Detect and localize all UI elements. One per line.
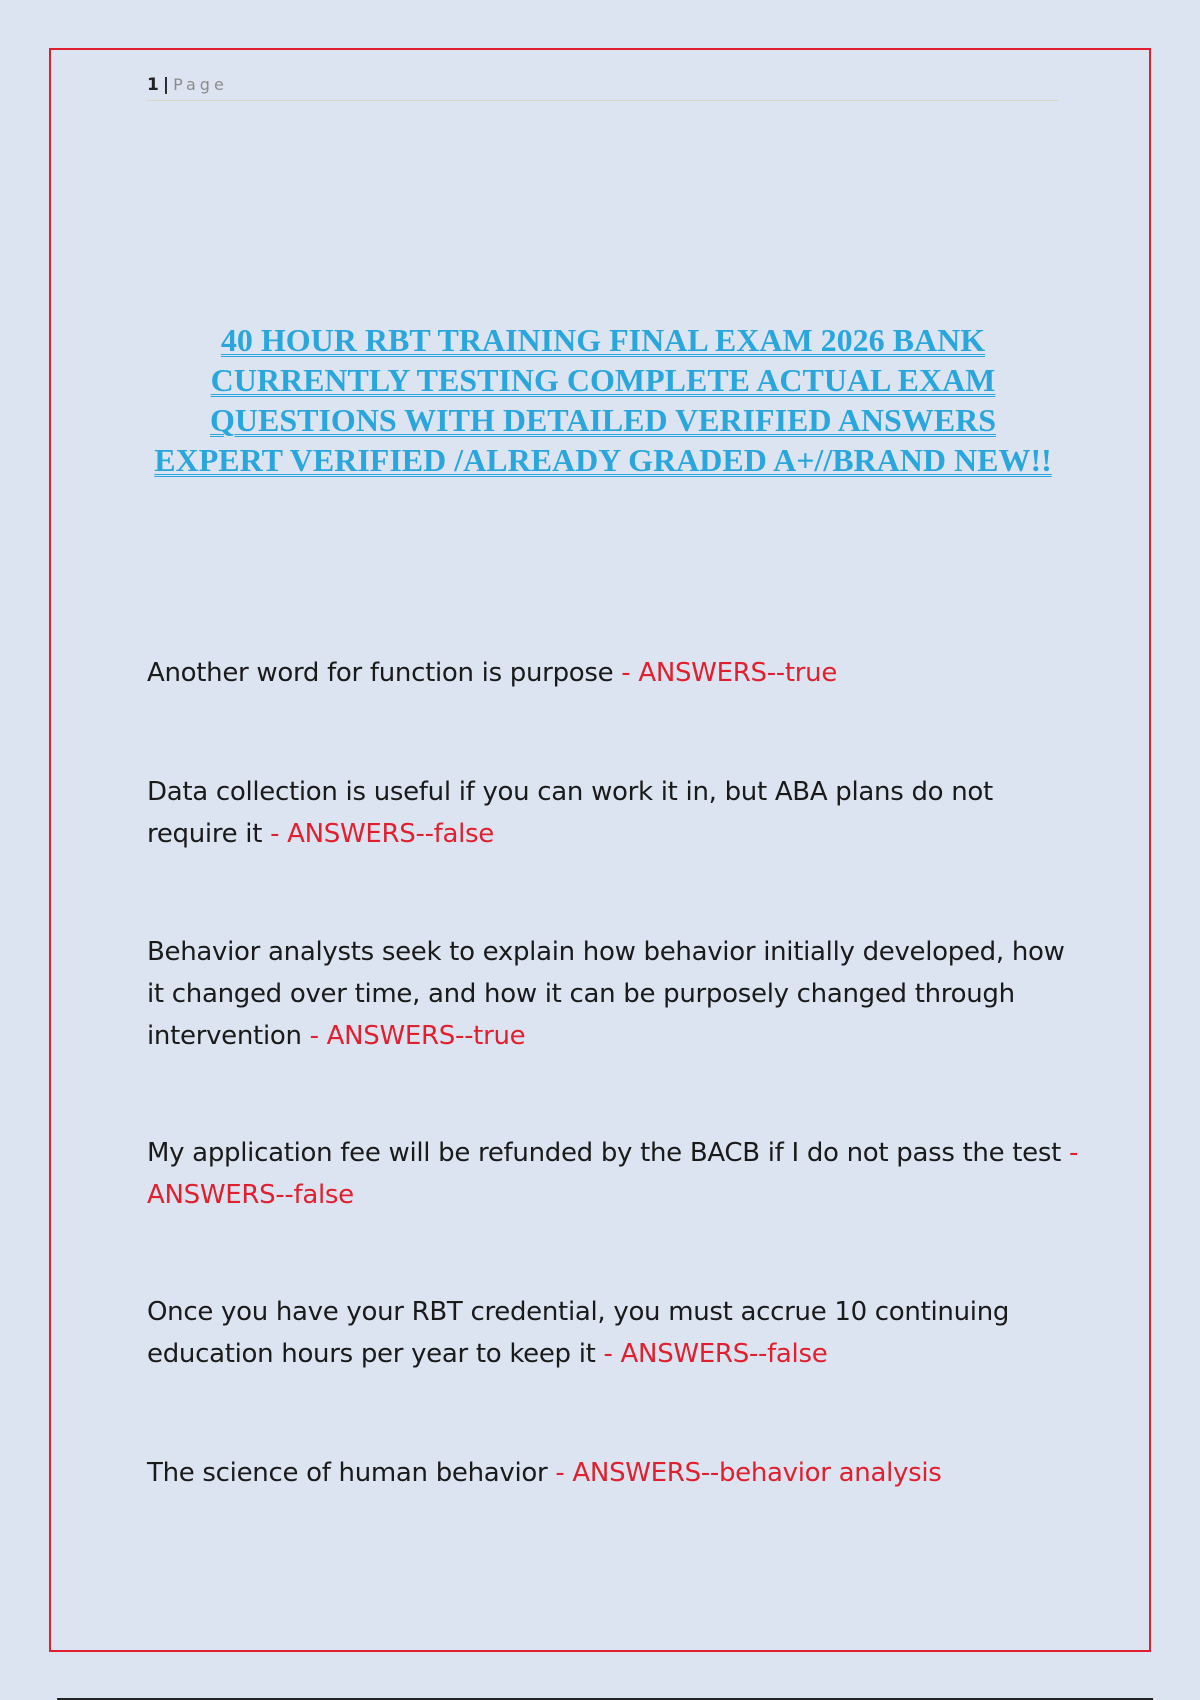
- page-number: 1: [147, 75, 159, 95]
- qa-item: [147, 652, 1087, 694]
- question-text: My application fee will be refunded by the BACB if I do not pass the test: [147, 1138, 1061, 1168]
- page-header: [147, 72, 1059, 101]
- qa-item: [147, 1452, 1087, 1494]
- question-text: The science of human behavior: [147, 1458, 548, 1488]
- qa-item: [147, 1132, 1087, 1216]
- qa-item: [147, 931, 1087, 1057]
- answer-text: - ANSWERS--false: [603, 1339, 828, 1369]
- qa-item: [147, 771, 1087, 855]
- answer-text: - ANSWERS--false: [147, 1138, 1079, 1210]
- page-separator: |: [162, 75, 170, 95]
- answer-text: - ANSWERS--true: [621, 658, 838, 688]
- answer-text: - ANSWERS--behavior analysis: [555, 1458, 942, 1488]
- document-title: 40 HOUR RBT TRAINING FINAL EXAM 2026 BANK CURRENTLY TESTING COMPLETE ACTUAL EXAM QUESTIONS WITH DETAILED VERIFIED ANSWERS EXPERT VERIFIED /ALREADY GRADED A+//BRAND NEW!!: [154, 322, 1052, 478]
- question-text: Another word for function is purpose: [147, 658, 614, 688]
- page-label: Page: [173, 75, 228, 94]
- question-text: Once you have your RBT credential, you must accrue 10 continuing education hours per year to keep it: [147, 1297, 1010, 1369]
- question-text: Behavior analysts seek to explain how behavior initially developed, how it changed over time, and how it can be purposely changed through intervention: [147, 937, 1065, 1051]
- answer-text: - ANSWERS--true: [309, 1021, 526, 1051]
- qa-item: [147, 1291, 1087, 1375]
- question-text: Data collection is useful if you can work it in, but ABA plans do not require it: [147, 777, 993, 849]
- page-border: [49, 48, 1151, 1652]
- answer-text: - ANSWERS--false: [270, 819, 494, 849]
